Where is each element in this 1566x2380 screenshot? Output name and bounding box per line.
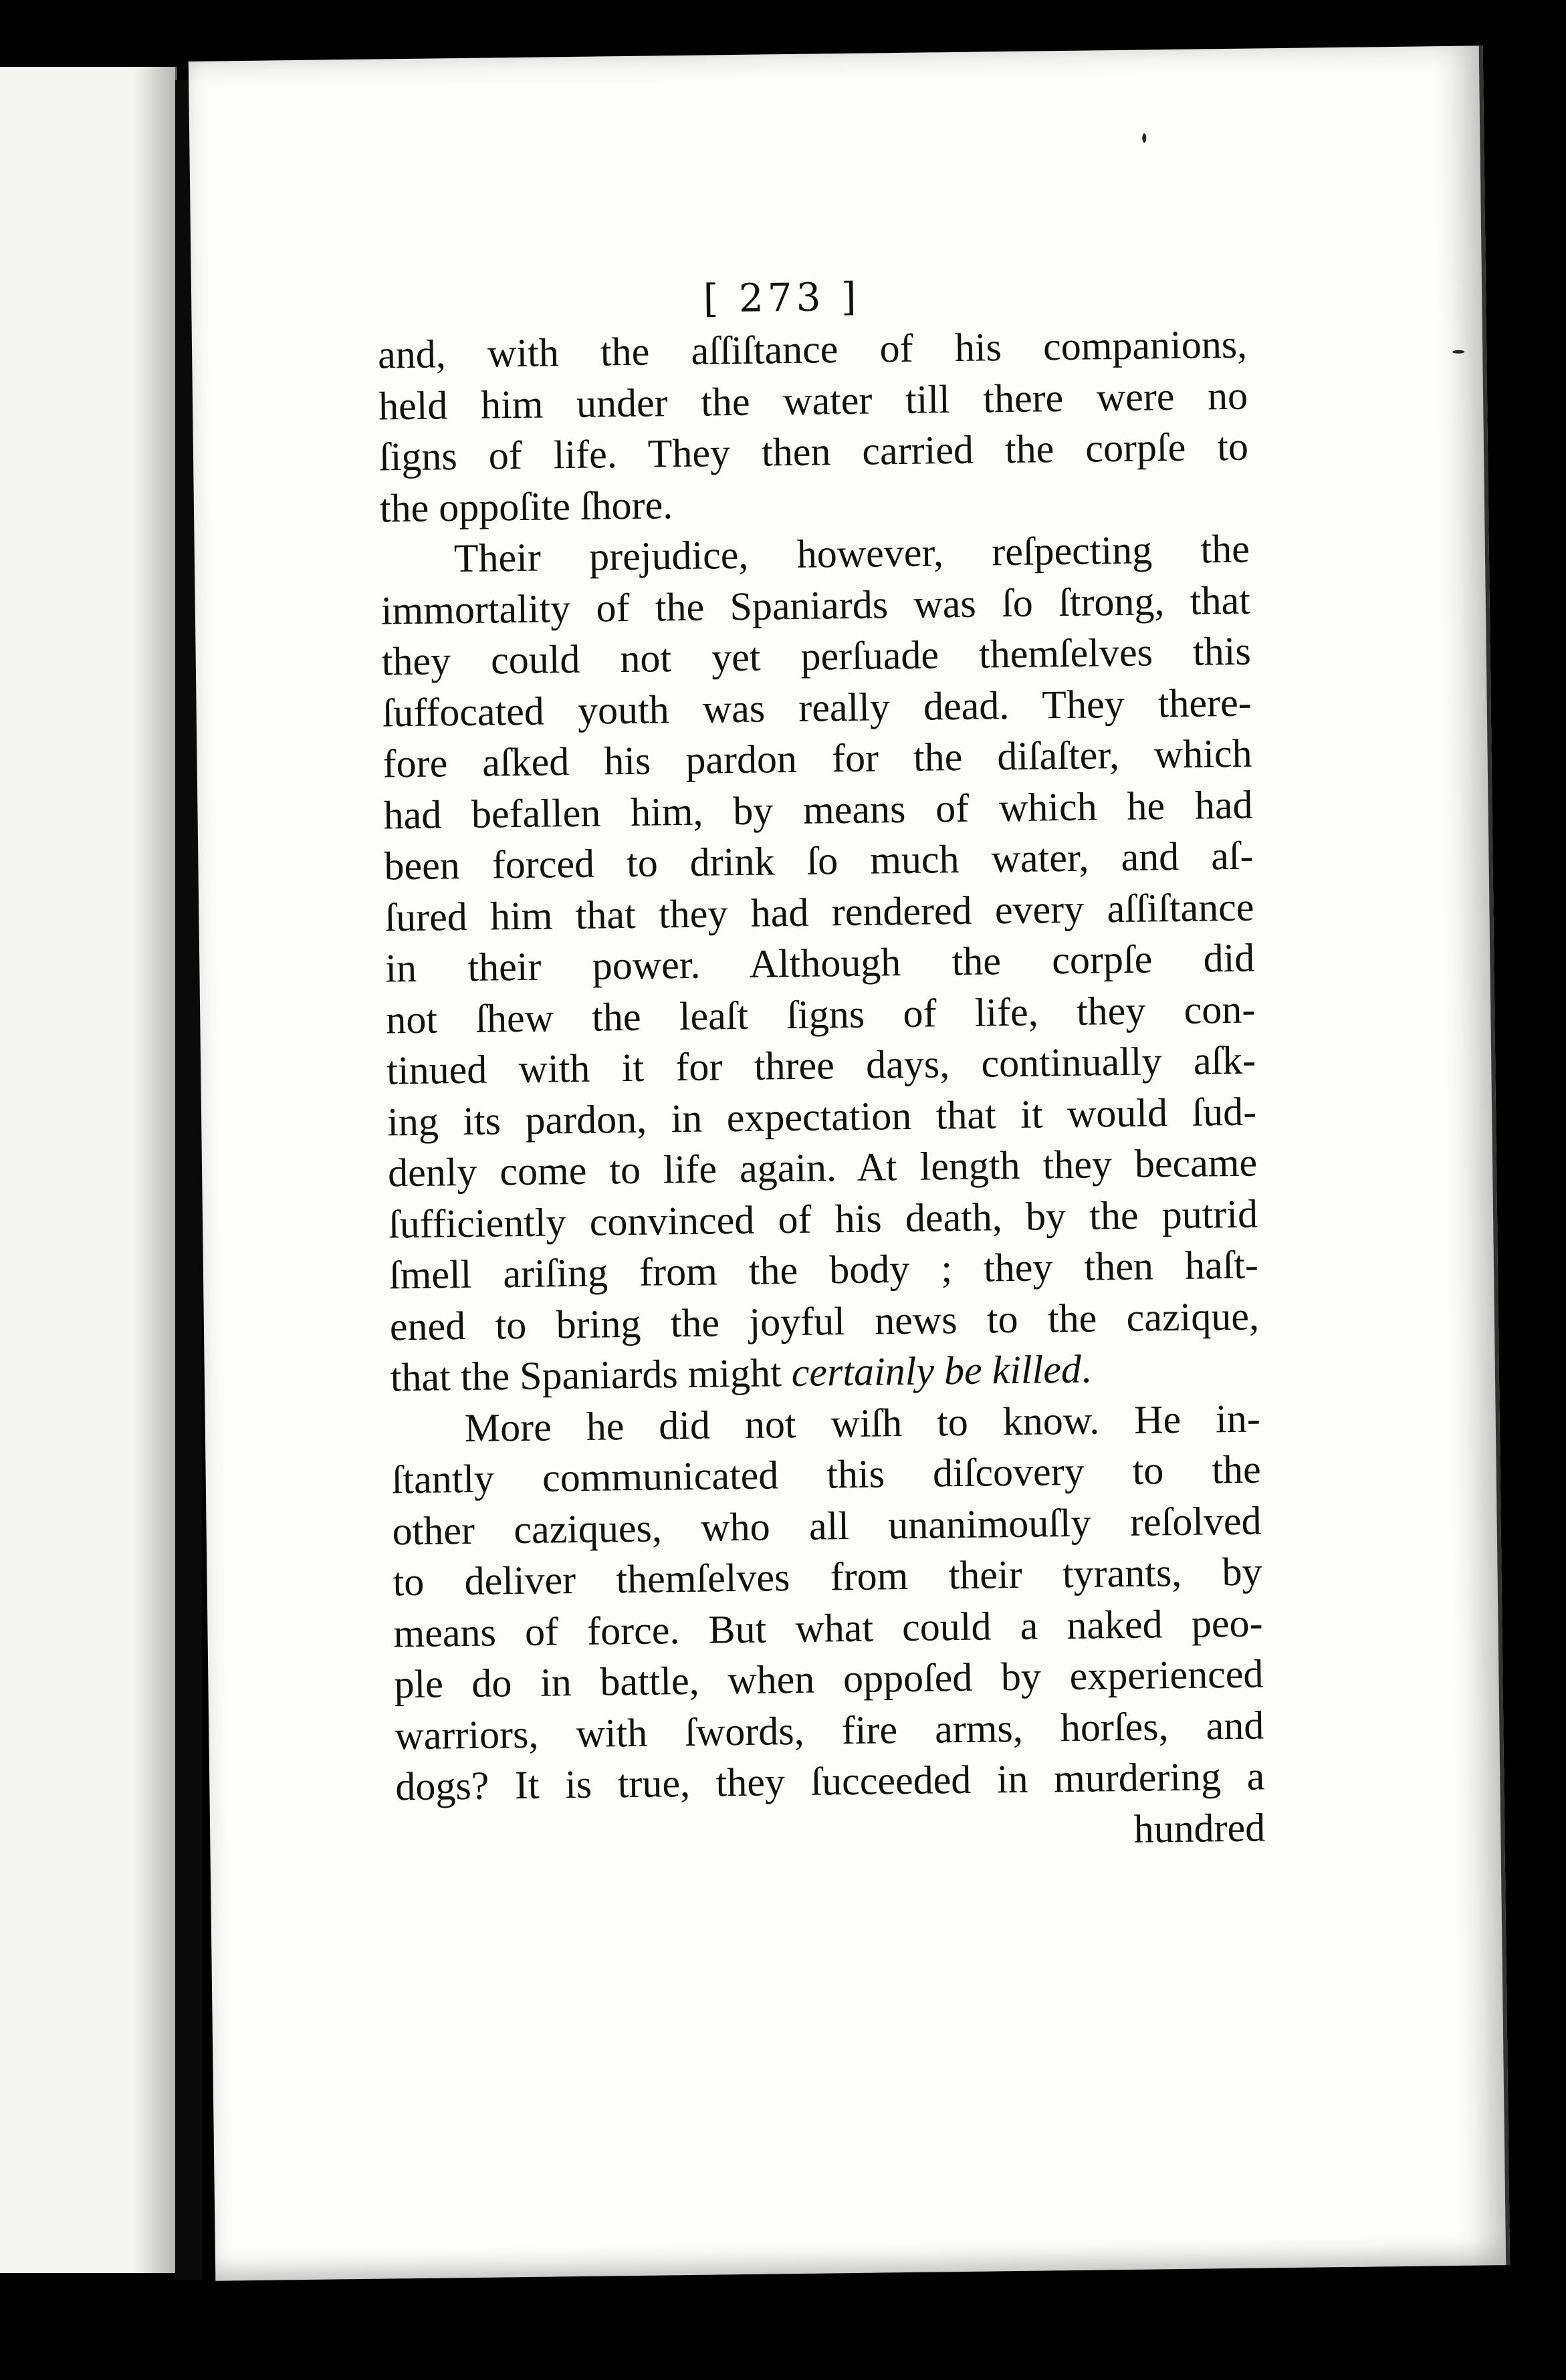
text-line: ſuffocated youth was really dead. They there- xyxy=(382,680,1252,735)
italic-emphasis: certainly be killed xyxy=(791,1346,1082,1395)
text-line: immortality of the Spaniards was ſo ſtrong, that xyxy=(380,578,1251,632)
text-line: to deliver themſelves from their tyrants, by xyxy=(393,1549,1262,1604)
text-line: the oppoſite ſhore. xyxy=(379,482,673,531)
text-run: that the Spaniards might xyxy=(390,1350,792,1400)
paragraph-1 xyxy=(378,319,1250,534)
text-line: means of force. But what could a naked peo- xyxy=(393,1600,1263,1655)
text-line: denly come to life again. At length they became xyxy=(387,1140,1258,1195)
book-page xyxy=(189,45,1510,2280)
text-line: tinued with it for three days, continually aſk- xyxy=(386,1038,1256,1093)
text-line: ſtantly communicated this diſcovery to the xyxy=(391,1447,1262,1502)
catchword: hundred xyxy=(1133,1804,1266,1851)
text-line: they could not yet perſuade themſelves this xyxy=(381,628,1252,684)
paragraph-2 xyxy=(380,523,1260,1403)
text-line: warriors, with ſwords, fire arms, horſes, and xyxy=(395,1702,1264,1758)
facing-page-edge xyxy=(0,67,177,2273)
text-line: ſmell ariſing from the body ; they then haſt- xyxy=(388,1242,1259,1298)
page-number: [ 273 ] xyxy=(703,273,861,322)
text-line: been forced to drink ſo much water, and aſ- xyxy=(384,833,1254,888)
facing-page-shadow xyxy=(134,67,175,2273)
text-line: ing its pardon, in expectation that it would ſud- xyxy=(386,1089,1257,1144)
text-line: ſigns of life. They then carried the corpſe to xyxy=(378,424,1249,479)
page-text-block xyxy=(377,269,1266,1864)
text-line: More he did not wiſh to know. He in- xyxy=(464,1396,1261,1450)
text-line: ſured him that they had rendered every aſſiſtance xyxy=(384,884,1254,939)
text-run: . xyxy=(1081,1346,1092,1391)
paragraph-3 xyxy=(390,1393,1265,1863)
text-line: had befallen him, by means of which he had xyxy=(383,782,1253,837)
text-line: dogs? It is true, they ſucceeded in murdering a xyxy=(395,1754,1265,1809)
text-line: fore aſked his pardon for the diſaſter, which xyxy=(382,731,1252,786)
text-line: not ſhew the leaſt ſigns of life, they con- xyxy=(385,987,1256,1042)
text-line: held him under the water till there were no xyxy=(378,373,1248,429)
text-line: Their prejudice, however, reſpecting the xyxy=(453,526,1250,581)
text-line: and, with the aſſiſtance of his companions, xyxy=(377,322,1248,377)
text-line: ple do in battle, when oppoſed by experienced xyxy=(394,1651,1264,1707)
text-line: ened to bring the joyful news to the cazique, xyxy=(389,1294,1260,1348)
ink-speck xyxy=(1452,350,1464,354)
text-line: other caziques, who all unanimouſly reſolved xyxy=(392,1498,1262,1553)
text-line: ſufficiently convinced of his death, by the putrid xyxy=(388,1191,1258,1246)
ink-speck xyxy=(1142,133,1146,142)
text-line: in their power. Although the corpſe did xyxy=(384,935,1255,991)
